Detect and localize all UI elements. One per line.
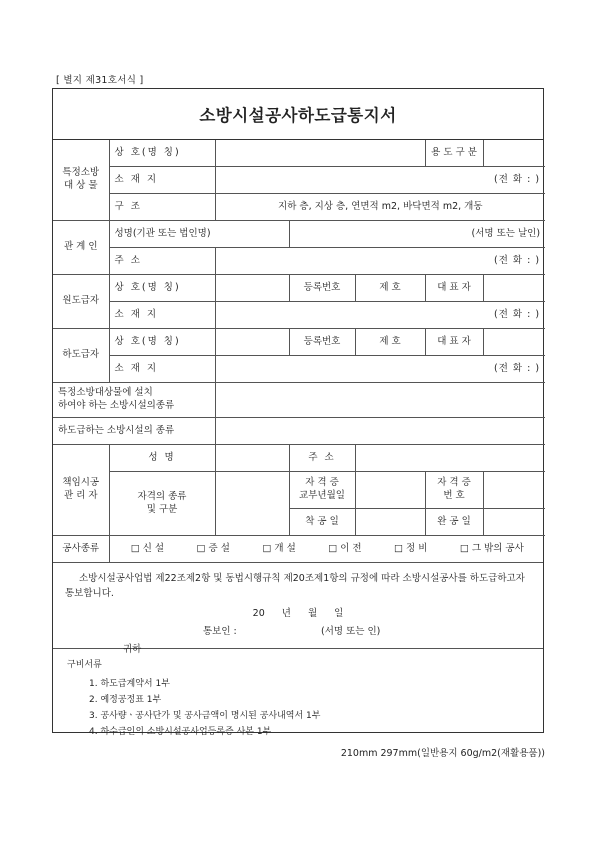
work-type-label: 공사종류 [53,536,109,563]
prime-reg-field[interactable]: 제 호 [355,275,425,302]
subcontract-facilities-label: 하도급하는 소방시설의 종류 [53,418,215,445]
work-type-relocation-checkbox[interactable]: □ 이 전 [328,542,362,554]
stakeholder-phone: (전 화 : ) [494,254,541,266]
recipient-label: 귀하 [123,644,142,655]
prime-address-label: 소 재 지 [109,302,215,329]
structure-label: 구 조 [109,194,215,221]
documents-heading: 구비서류 [67,660,102,670]
prime-name-label: 상 호(명 칭) [109,275,215,302]
sub-address-field[interactable] [215,356,545,383]
work-type-new-checkbox[interactable]: □ 신 설 [130,542,165,554]
notice-date: 20 년 월 일 [252,608,344,619]
qualification-type-label: 자격의 종류 및 구분 [109,472,215,536]
manager-address-label: 주 소 [289,445,355,472]
stakeholder-address-label: 주 소 [109,248,215,275]
target-address-field[interactable] [215,167,545,194]
document-item: 1. 하도급계약서 1부 [89,679,170,689]
prime-name-field[interactable] [215,275,289,302]
qualification-type-field[interactable] [215,472,289,536]
stakeholder-name-field[interactable] [289,221,545,248]
start-date-label: 착 공 일 [289,509,355,536]
stakeholder-section-label: 관 계 인 [53,221,109,275]
subcontract-facilities-field[interactable] [215,418,545,445]
notice-text: 소방시설공사업법 제22조제2항 및 동법시행규칙 제20조제1항의 규정에 따라 소방시설공사를 하도급하고자 통보합니다. [65,573,525,600]
cert-number-field[interactable] [483,472,545,509]
cert-date-field[interactable] [355,472,425,509]
stakeholder-name-label: 성명(기관 또는 법인명) [109,221,289,248]
target-phone: (전 화 : ) [494,173,541,185]
sub-reg-field[interactable]: 제 호 [355,329,425,356]
required-documents [53,648,543,737]
use-type-field[interactable] [483,140,545,167]
sub-phone: (전 화 : ) [494,362,541,374]
prime-reg-label: 등록번호 [289,275,355,302]
cert-number-label: 자 격 증 번 호 [425,472,483,509]
work-type-maintenance-checkbox[interactable]: □ 정 비 [394,542,428,554]
document-item: 2. 예정공정표 1부 [89,695,162,705]
manager-name-field[interactable] [215,445,289,472]
paper-spec: 210mm 297mm(일반용지 60g/m2(재활용품)) [340,748,545,759]
end-date-field[interactable] [483,509,545,536]
title-row [53,89,543,140]
work-type-options [109,536,545,563]
required-facilities-label: 특정소방대상물에 설치 하여야 하는 소방시설의종류 [53,383,215,418]
sub-rep-field[interactable] [483,329,545,356]
structure-text: 지하 층, 지상 층, 연면적 m2, 바닥면적 m2, 개동 [278,200,483,212]
sub-reg-label: 등록번호 [289,329,355,356]
sub-section-label: 하도급자 [53,329,109,383]
notification-form [52,88,544,737]
target-name-field[interactable] [215,140,425,167]
work-type-expansion-checkbox[interactable]: □ 증 설 [196,542,230,554]
document-item: 3. 공사량ㆍ공사단가 및 공사금액이 명시된 공사내역서 1부 [89,711,321,721]
document-item: 4. 하수급인의 소방시설공사업등록증 사본 1부 [89,727,272,737]
form-title: 소방시설공사하도급통지서 [199,106,397,125]
form-grid [53,140,545,562]
prime-phone: (전 화 : ) [494,308,541,320]
form-number-label: [ 별지 제31호서식 ] [56,75,144,86]
sub-name-field[interactable] [215,329,289,356]
sender-sign: (서명 또는 인) [321,626,381,637]
sender-label: 통보인 : [203,626,237,637]
manager-address-field[interactable] [355,445,545,472]
manager-section-label: 책임시공 관 리 자 [53,445,109,536]
target-name-label: 상 호(명 칭) [109,140,215,167]
notice-section [53,562,543,655]
prime-section-label: 원도급자 [53,275,109,329]
sub-rep-label: 대 표 자 [425,329,483,356]
required-facilities-field[interactable] [215,383,545,418]
prime-address-field[interactable] [215,302,545,329]
sub-address-label: 소 재 지 [109,356,215,383]
prime-rep-label: 대 표 자 [425,275,483,302]
structure-field[interactable] [215,194,545,221]
start-date-field[interactable] [355,509,425,536]
work-type-renovation-checkbox[interactable]: □ 개 설 [262,542,296,554]
prime-rep-field[interactable] [483,275,545,302]
target-address-label: 소 재 지 [109,167,215,194]
stakeholder-sign: (서명 또는 날인) [471,227,541,239]
stakeholder-address-field[interactable] [215,248,545,275]
target-section-label: 특정소방 대 상 물 [53,140,109,221]
use-type-label: 용 도 구 분 [425,140,483,167]
manager-name-label: 성 명 [109,445,215,472]
end-date-label: 완 공 일 [425,509,483,536]
cert-date-label: 자 격 증 교부년월일 [289,472,355,509]
sub-name-label: 상 호(명 칭) [109,329,215,356]
work-type-other-checkbox[interactable]: □ 그 밖의 공사 [459,542,524,554]
